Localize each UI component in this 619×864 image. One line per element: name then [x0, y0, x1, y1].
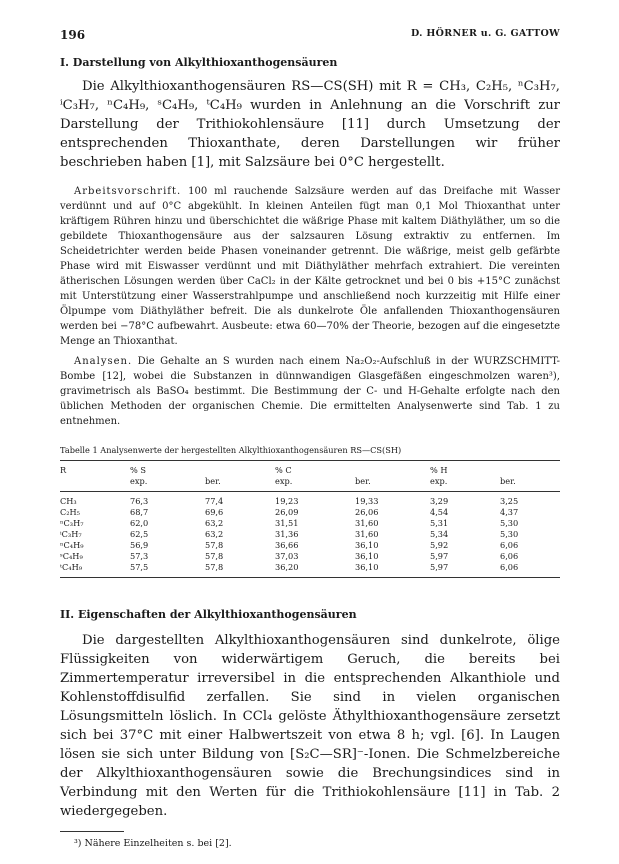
table-cell-h-ber: 5,30: [500, 518, 519, 528]
table-row: [60, 551, 560, 562]
table-cell-h-ber: 3,25: [500, 496, 519, 506]
table-cell-s-exp: 62,5: [130, 529, 149, 539]
table-cell-h-exp: 5,31: [430, 518, 449, 528]
table-cell-h-ber: 6,06: [500, 562, 560, 578]
table-cell-s-exp: 68,7: [130, 507, 149, 517]
analysis-paragraph: [60, 354, 560, 429]
table-cell-c-ber: 36,10: [355, 562, 430, 578]
table-cell-s-exp: 56,9: [130, 540, 149, 550]
table-cell-h-exp: 5,92: [430, 540, 449, 550]
procedure-paragraph: [60, 184, 560, 349]
table-subheader-h-exp: exp.: [430, 476, 500, 492]
page: [60, 28, 560, 849]
table-cell-h-ber: 6,06: [500, 551, 519, 561]
section-2-title: II. Eigenschaften der Alkylthioxanthogensäuren: [60, 608, 357, 621]
table-cell-s-ber: 63,2: [205, 518, 224, 528]
table-header-row: [60, 461, 560, 477]
footnote: ³) Nähere Einzelheiten s. bei [2].: [74, 838, 232, 849]
table-cell-c-exp: 36,20: [275, 562, 355, 578]
section-1-title: I. Darstellung von Alkylthioxanthogensäuren: [60, 56, 338, 69]
table-cell-h-exp: 5,97: [430, 562, 500, 578]
table-cell-c-exp: 31,36: [275, 529, 299, 539]
table-subheader-c-exp: exp.: [275, 476, 355, 492]
table-cell-h-exp: 5,34: [430, 529, 449, 539]
running-head-authors: D. HÖRNER u. G. GATTOW: [410, 28, 560, 39]
table-cell-c-ber: 31,60: [355, 529, 379, 539]
table-cell-h-exp: 4,54: [430, 507, 449, 517]
table-cell-r: C₂H₅: [60, 507, 80, 517]
table-cell-c-ber: 36,10: [355, 540, 379, 550]
table-subheader-h-ber: ber.: [500, 476, 560, 492]
table-row: [60, 518, 560, 529]
table-header-h: % H: [430, 461, 500, 477]
table-cell-s-exp: 57,3: [130, 551, 149, 561]
procedure-text: 100 ml rauchende Salzsäure werden auf das Dreifache mit Wasser verdünnt und auf 0°C abgekühlt. In kleinen Anteilen fügt man 0,1 Mol Thioxanthat unter kräftigem Rühren hinzu und überschichtet die wäßrige Phase mit kaltem Diäthyläther, um so die gebildete Thioxanthogensäure aus der salzsauren Lösung extraktiv zu entfernen. Im Scheidetrichter werden beide Phasen voneinander getrennt. Die wäßrige, meist gelb gefärbte Phase wird mit Eiswasser verdünnt und mit Diäthyläther mehrfach extrahiert. Die vereinten ätherischen Lösungen werden über CaCl₂ in der Kälte getrocknet und bei 0 bis +15°C zunächst mit Unterstützung einer Wasserstrahlpumpe und anschließend noch kurzzeitig mit Hilfe einer Ölpumpe vom Diäthyläther befreit. Die als dunkelrote Öle anfallenden Thioxanthogensäuren werden bei −78°C aufbewahrt. Ausbeute: etwa 60—70% der Theorie, bezogen auf die eingesetzte Menge an Thioxanthat.: [60, 186, 560, 347]
analysis-text: Die Gehalte an S wurden nach einem Na₂O₂-Aufschluß in der WURZSCHMITT-Bombe [12], wobei die Substanzen in dünnwandigen Glasgefäßen eingeschmolzen waren³), gravimetrisch als BaSO₄ bestimmt. Die Bestimmung der C- und H-Gehalte erfolgte nach den üblichen Methoden der organischen Chemie. Die ermittelten Analysenwerte sind Tab. 1 zu entnehmen.: [60, 356, 560, 427]
table-cell-s-ber: 69,6: [205, 507, 224, 517]
table-cell-s-exp: 62,0: [130, 518, 149, 528]
table-cell-s-ber: 57,8: [205, 551, 224, 561]
section-2-text: Die dargestellten Alkylthioxanthogensäuren sind dunkelrote, ölige Flüssigkeiten von widerwärtigem Geruch, die bereits bei Zimmertemperatur irreversibel in die entsprechenden Alkanthiole und Kohlenstoffdisulfid zerfallen. Sie sind in vielen organischen Lösungsmitteln löslich. In CCl₄ gelöste Äthylthioxanthogensäure zersetzt sich bei 37°C mit einer Halbwertszeit von etwa 8 h; vgl. [6]. In Laugen lösen sie sich unter Bildung von [S₂C—SR]⁻-Ionen. Die Schmelzbereiche der Alkylthioxanthogensäuren sowie die Brechungsindices sind in Verbindung mit den Werten für die Trithiokohlensäure [11] in Tab. 2 wiedergegeben.: [60, 633, 560, 819]
table-cell-r: ᵗC₄H₉: [60, 562, 130, 578]
table-row: [60, 540, 560, 551]
table-cell-c-ber: 19,33: [355, 496, 379, 506]
table-cell-c-exp: 19,23: [275, 496, 299, 506]
table-1: [60, 460, 560, 578]
table-cell-h-ber: 4,37: [500, 507, 519, 517]
page-header: [60, 28, 560, 48]
analysis-label: Analysen.: [74, 356, 133, 367]
table-cell-r: ˢC₄H₉: [60, 551, 83, 561]
table-cell-s-ber: 77,4: [205, 496, 224, 506]
table-row: [60, 507, 560, 518]
table-subheader-c-ber: ber.: [355, 476, 430, 492]
table-cell-c-ber: 31,60: [355, 518, 379, 528]
page-number: 196: [60, 28, 86, 42]
table-1-caption: Tabelle 1 Analysenwerte der hergestellten Alkylthioxanthogensäuren RS—CS(SH): [60, 445, 402, 455]
table-cell-s-ber: 57,8: [205, 540, 224, 550]
table-row: [60, 492, 560, 508]
table-row: [60, 529, 560, 540]
table-cell-s-exp: 57,5: [130, 562, 205, 578]
table-cell-h-ber: 6,06: [500, 540, 519, 550]
table-cell-h-exp: 3,29: [430, 496, 449, 506]
table-cell-s-ber: 63,2: [205, 529, 224, 539]
table-cell-r: ⁿC₃H₇: [60, 518, 84, 528]
table-cell-c-exp: 36,66: [275, 540, 299, 550]
table-cell-c-exp: 26,09: [275, 507, 299, 517]
table-cell-h-ber: 5,30: [500, 529, 519, 539]
table-header-s: % S: [130, 461, 205, 477]
table-subheader-s-ber: ber.: [205, 476, 275, 492]
table-subheader-row: [60, 476, 560, 492]
table-cell-c-exp: 37,03: [275, 551, 299, 561]
table-cell-c-ber: 36,10: [355, 551, 379, 561]
table-cell-s-exp: 76,3: [130, 496, 149, 506]
table-cell-r: CH₃: [60, 496, 77, 506]
table-subheader-s-exp: exp.: [130, 476, 205, 492]
table-header-r: R: [60, 461, 130, 477]
table-row: [60, 562, 560, 578]
table-cell-r: ⁿC₄H₉: [60, 540, 84, 550]
table-header-c: % C: [275, 461, 355, 477]
table-cell-h-exp: 5,97: [430, 551, 449, 561]
table-cell-s-ber: 57,8: [205, 562, 275, 578]
table-cell-c-exp: 31,51: [275, 518, 299, 528]
procedure-label: Arbeitsvorschrift.: [74, 186, 182, 197]
footnote-divider: [60, 831, 124, 832]
table-cell-r: ⁱC₃H₇: [60, 529, 82, 539]
table-cell-c-ber: 26,06: [355, 507, 379, 517]
section-1-intro: Die Alkylthioxanthogensäuren RS—CS(SH) mit R = CH₃, C₂H₅, ⁿC₃H₇, ⁱC₃H₇, ⁿC₄H₉, ˢC₄H₉, ᵗC₄H₉ wurden in Anlehnung an die Vorschrift zur Darstellung der Trithiokohlensäure [11] durch Umsetzung der entsprechenden Thioxanthate, deren Darstellungen wir früher beschrieben haben [1], mit Salzsäure bei 0°C hergestellt.: [60, 79, 560, 170]
